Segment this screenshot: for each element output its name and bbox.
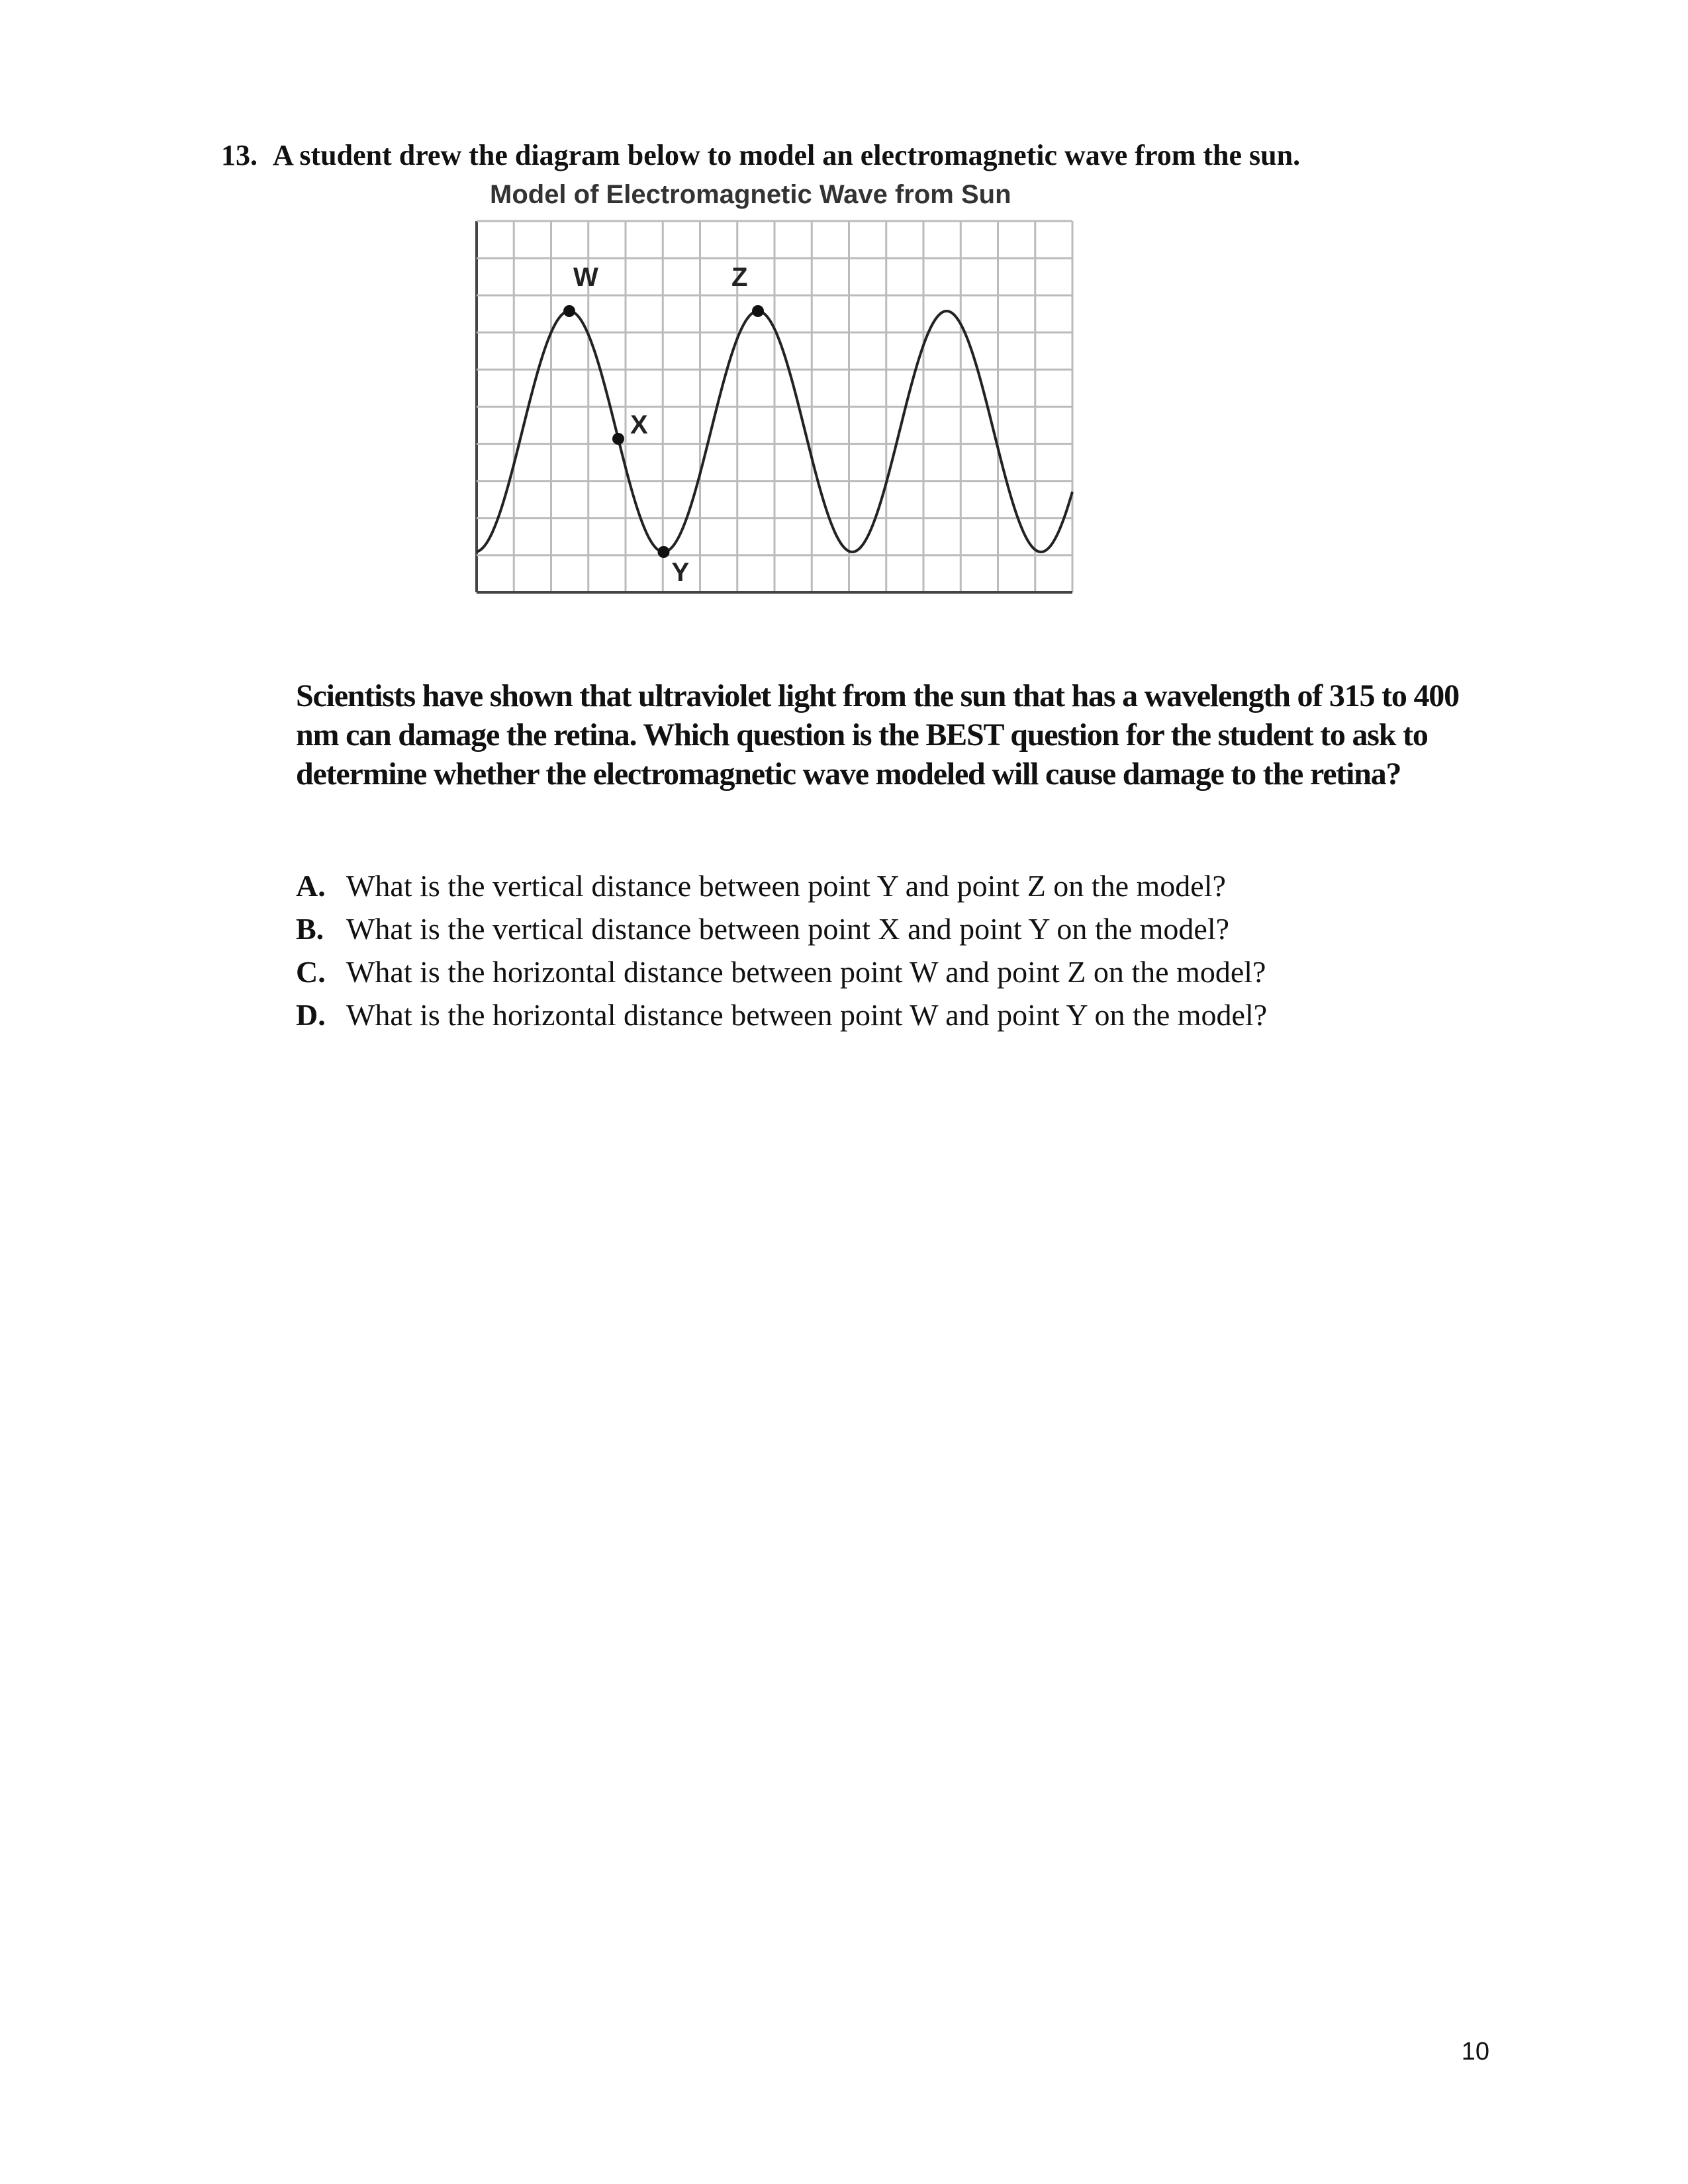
point-w-marker [563,305,575,317]
point-y-marker [658,546,670,558]
question-number: 13. [221,139,258,171]
answer-text: What is the vertical distance between point Y and point Z on the model? [346,869,1226,903]
wave-diagram-svg [470,213,1079,610]
grid [477,221,1072,592]
answer-letter: A. [296,869,326,903]
question-stem [221,136,1545,175]
answer-letter: C. [296,955,326,989]
wave-diagram [470,213,1079,610]
answer-letter: D. [296,998,326,1032]
context-paragraph: Scientists have shown that ultraviolet light from the sun that has a wavelength of 315 to 400 nm can damage the retina. Which question is the BEST question for the student to ask to determine whether the electromagnetic wave modeled will cause damage to the retina? [296,678,1459,792]
answer-text: What is the horizontal distance between point W and point Y on the model? [346,998,1268,1032]
answer-option-a[interactable] [296,864,1487,907]
answer-text: What is the vertical distance between point X and point Y on the model? [346,912,1230,946]
answer-options [296,864,1487,1036]
answer-text: What is the horizontal distance between point W and point Z on the model? [346,955,1266,989]
page-number: 10 [1461,2038,1489,2066]
point-w-label: W [573,263,598,292]
point-z-marker [752,305,764,317]
point-x-label: X [630,410,648,440]
answer-option-c[interactable] [296,950,1487,993]
question-stem-text: A student drew the diagram below to model an electromagnetic wave from the sun. [273,139,1301,171]
figure-title: Model of Electromagnetic Wave from Sun [490,180,1011,209]
answer-option-b[interactable] [296,907,1487,950]
point-z-label: Z [731,263,748,292]
point-x-marker [612,433,624,445]
answer-option-d[interactable] [296,993,1487,1036]
answer-letter: B. [296,912,324,946]
point-y-label: Y [671,558,690,587]
